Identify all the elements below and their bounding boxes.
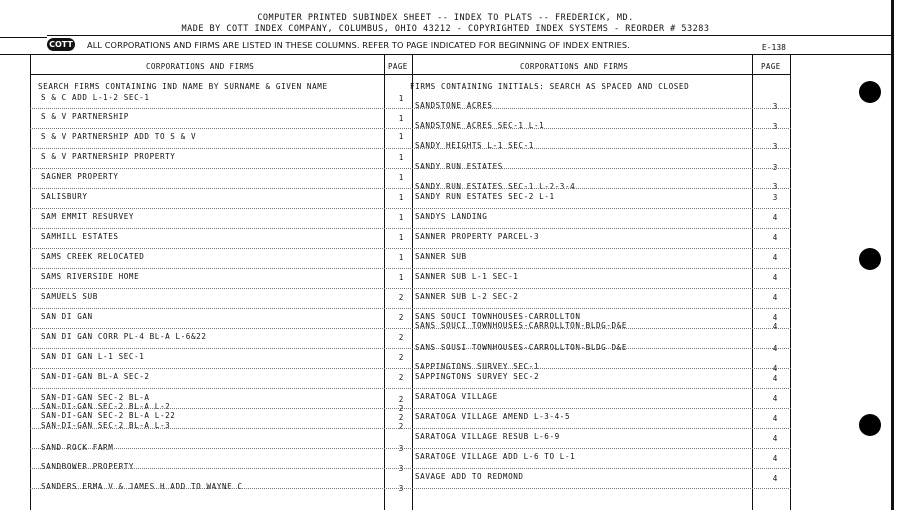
left-instruction: SEARCH FIRMS CONTAINING IND NAME BY SURNAME & GIVEN NAME [38,82,328,91]
right-entry-name: SARATOGA VILLAGE RESUB L-6-9 [415,432,560,441]
binder-hole-top [859,81,881,103]
right-entry-name: SANDY RUN ESTATES [415,162,503,171]
row-separator [30,468,791,469]
right-entry-name: SANNER SUB [415,252,467,261]
left-entry-name: SALISBURY [41,192,88,201]
right-entry-page: 4 [772,213,778,222]
notice-text: ALL CORPORATIONS AND FIRMS ARE LISTED IN THESE COLUMNS. REFER TO PAGE INDICATED FOR BEGINNING OF INDEX ENTRIES. [87,40,630,50]
row-separator [30,308,791,309]
notice-bar [47,35,891,55]
left-entry-name: SAN DI GAN L-1 SEC-1 [41,352,145,361]
binder-hole-middle [859,248,881,270]
left-entry-page: 3 [398,484,404,493]
row-separator [30,488,791,489]
right-entry-page: 3 [772,193,778,202]
left-column-heading: CORPORATIONS AND FIRMS [146,62,255,71]
right-entry-name: SANNER PROPERTY PARCEL-3 [415,232,540,241]
row-separator [30,348,791,349]
left-entry-name: SANDBOWER PROPERTY [41,462,135,471]
right-entry-page: 4 [772,233,778,242]
row-separator [30,128,791,129]
row-separator [30,208,791,209]
right-page-heading: PAGE [761,62,781,71]
left-entry-page: 2 [398,353,404,362]
row-separator [30,248,791,249]
left-entry-page: 2 [398,395,404,404]
right-entry-name: SAPPINGTONS SURVEY SEC-2 [415,372,540,381]
left-entry-name: SAMUELS SUB [41,292,98,301]
sheet-number: E-138 [761,43,786,52]
left-entry-name: SAN DI GAN CORR PL-4 BL-A L-6&22 [41,332,207,341]
row-separator [30,328,791,329]
right-entry-name: SARATOGE VILLAGE ADD L-6 TO L-1 [415,452,576,461]
row-separator [30,148,791,149]
right-entry-page: 4 [772,322,778,331]
row-separator [30,268,791,269]
right-entry-name: SARATOGA VILLAGE AMEND L-3-4-5 [415,412,571,421]
rule-right-page [752,55,753,510]
row-separator [30,388,791,389]
right-entry-name: SANNER SUB L-2 SEC-2 [415,292,519,301]
left-entry-name: SAN-DI-GAN SEC-2 BL-A L-2 [41,402,171,411]
right-entry-name: SANNER SUB L-1 SEC-1 [415,272,519,281]
left-entry-name: SAN DI GAN [41,312,93,321]
sheet-title: COMPUTER PRINTED SUBINDEX SHEET -- INDEX TO PLATS -- FREDERICK, MD. [257,13,634,23]
left-entry-name: SAMS CREEK RELOCATED [41,252,145,261]
left-entry-page: 3 [398,444,404,453]
right-entry-page: 4 [772,313,778,322]
row-separator [30,368,791,369]
right-entry-page: 4 [772,364,778,373]
right-entry-name: SARATOGA VILLAGE [415,392,498,401]
left-entry-page: 1 [398,233,404,242]
right-entry-name: SAVAGE ADD TO REDMOND [415,472,524,481]
left-entry-page: 2 [398,413,404,422]
right-entry-page: 4 [772,434,778,443]
row-separator [30,188,791,189]
right-entry-name: SANDY HEIGHTS L-1 SEC-1 [415,141,534,150]
row-separator [30,228,791,229]
row-separator [30,408,791,409]
left-entry-page: 2 [398,333,404,342]
right-entry-name: SANS SOUCI TOWNHOUSES-CARROLLTON [415,312,581,321]
right-entry-page: 3 [772,102,778,111]
left-entry-name: SAGNER PROPERTY [41,172,119,181]
left-entry-name: SAN-DI-GAN BL-A SEC-2 [41,372,150,381]
left-entry-page: 1 [398,173,404,182]
left-entry-name: SAN-DI-GAN SEC-2 BL-A [41,393,150,402]
left-entry-name: SAMS RIVERSIDE HOME [41,272,140,281]
left-entry-page: 2 [398,422,404,431]
row-separator [30,448,791,449]
right-entry-page: 4 [772,253,778,262]
row-separator [30,428,791,429]
left-entry-page: 1 [398,114,404,123]
right-entry-page: 4 [772,454,778,463]
right-entry-page: 3 [772,163,778,172]
binder-hole-bottom [859,414,881,436]
cott-logo: COTT [47,38,75,51]
right-entry-page: 3 [772,182,778,191]
rule-right-margin [790,55,791,510]
left-entry-name: SAMHILL ESTATES [41,232,119,241]
left-entry-page: 1 [398,132,404,141]
right-entry-name: SANDSTONE ACRES SEC-1 L-1 [415,121,545,130]
right-entry-page: 4 [772,414,778,423]
right-entry-page: 4 [772,394,778,403]
left-entry-name: S & V PARTNERSHIP PROPERTY [41,152,176,161]
rule-center [412,55,413,510]
right-entry-name: SANS SOUCI TOWNHOUSES-CARROLLTON-BLDG-D&E [415,321,628,330]
left-entry-page: 1 [398,273,404,282]
right-entry-name: SANDY RUN ESTATES SEC-2 L-1 [415,192,555,201]
row-separator [30,288,791,289]
right-entry-page: 3 [772,142,778,151]
left-entry-name: SAM EMMIT RESURVEY [41,212,135,221]
right-entry-page: 4 [772,293,778,302]
left-entry-page: 2 [398,313,404,322]
left-entry-name: SAND ROCK FARM [41,443,114,452]
left-entry-page: 2 [398,293,404,302]
left-entry-name: SANDERS ERMA V & JAMES H ADD TO WAYNE C [41,482,243,491]
left-entry-name: S & V PARTNERSHIP ADD TO S & V [41,132,197,141]
right-entry-page: 4 [772,273,778,282]
left-entry-page: 1 [398,213,404,222]
notice-bar-left [0,37,47,55]
left-entry-page: 1 [398,253,404,262]
right-column-heading: CORPORATIONS AND FIRMS [520,62,629,71]
left-entry-page: 1 [398,94,404,103]
right-entry-page: 4 [772,374,778,383]
right-entry-name: SANDYS LANDING [415,212,488,221]
left-entry-name: S & V PARTNERSHIP [41,112,129,121]
left-entry-page: 1 [398,153,404,162]
left-entry-name: SAN-DI-GAN SEC-2 BL-A L-3 [41,421,171,430]
right-entry-page: 4 [772,474,778,483]
left-entry-name: S & C ADD L-1-2 SEC-1 [41,93,150,102]
row-separator [30,108,791,109]
publisher-line: MADE BY COTT INDEX COMPANY, COLUMBUS, OHIO 43212 - COPYRIGHTED INDEX SYSTEMS - REORDER # 53283 [181,24,710,34]
right-entry-page: 4 [772,344,778,353]
left-entry-page: 2 [398,404,404,413]
right-entry-name: SANS SOUSI TOWNHOUSES-CARROLLTON-BLDG D&E [415,343,628,352]
right-entry-name: SAPPINGTONS SURVEY SEC-1 [415,362,540,371]
rule-left-margin [30,55,31,510]
right-entry-name: SANDY RUN ESTATES SEC-1 L-2-3-4 [415,182,576,191]
right-entry-page: 3 [772,122,778,131]
left-page-heading: PAGE [388,62,408,71]
row-separator [30,168,791,169]
right-entry-name: SANDSTONE ACRES [415,101,493,110]
rule-left-page [384,55,385,510]
left-entry-page: 3 [398,464,404,473]
left-entry-name: SAN-DI-GAN SEC-2 BL-A L-22 [41,411,176,420]
left-entry-page: 1 [398,193,404,202]
left-entry-page: 2 [398,373,404,382]
right-instruction: FIRMS CONTAINING INITIALS: SEARCH AS SPACED AND CLOSED [410,82,690,91]
heading-rule [30,74,791,75]
